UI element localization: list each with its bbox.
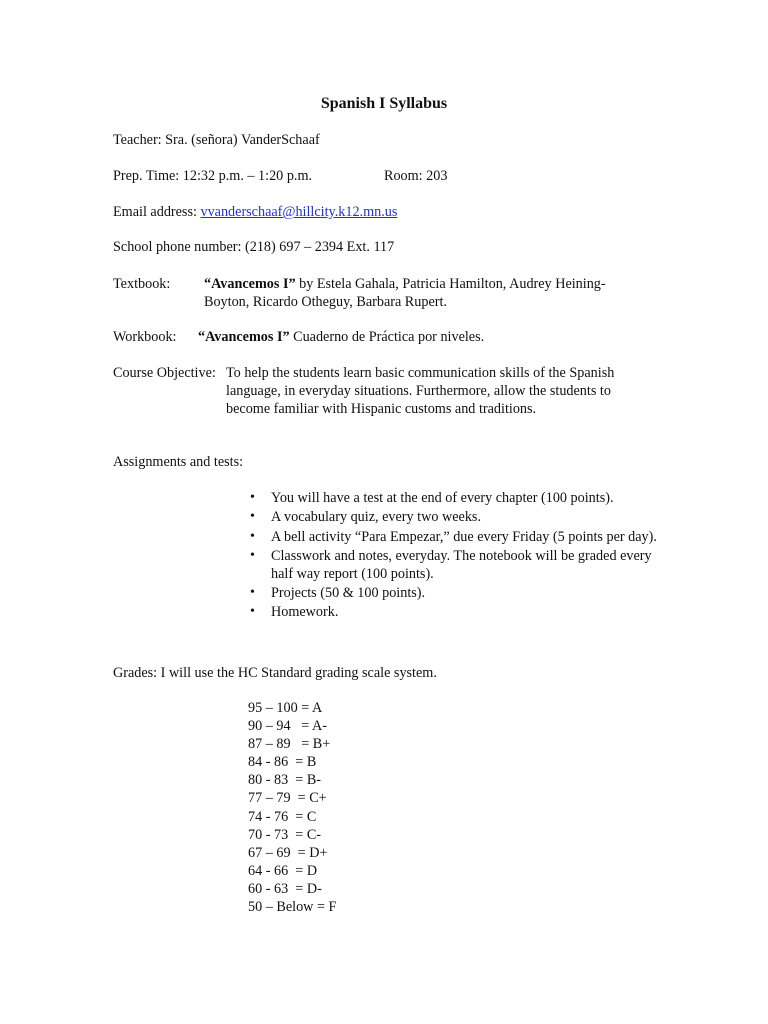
bullet-icon: • <box>250 490 255 505</box>
workbook-title: “Avancemos I” <box>198 329 290 345</box>
grading-scale <box>248 699 336 916</box>
workbook-details <box>198 328 484 346</box>
workbook-description: Cuaderno de Práctica por niveles. <box>289 329 485 345</box>
grade-row: 87 – 89 = B+ <box>248 736 331 753</box>
textbook-title: “Avancemos I” <box>204 276 296 292</box>
bullet-icon: • <box>250 547 255 563</box>
assignments-list <box>250 489 670 623</box>
grade-row: 84 - 86 = B <box>248 754 317 771</box>
bullet-icon: • <box>250 585 255 601</box>
list-item: • A vocabulary quiz, every two weeks. <box>250 509 481 526</box>
course-objective-label: Course Objective: <box>113 365 216 381</box>
textbook-authors-1: by Estela Gahala, Patricia Hamilton, Audrey Heining- <box>295 276 606 292</box>
room-line: Room: 203 <box>384 168 448 184</box>
email-link[interactable]: vvanderschaaf@hillcity.k12.mn.us <box>200 204 398 220</box>
bullet-icon: • <box>250 509 255 525</box>
grade-row: 90 – 94 = A- <box>248 718 327 735</box>
grade-row: 64 - 66 = D <box>248 862 318 879</box>
teacher-line: Teacher: Sra. (señora) VanderSchaaf <box>113 132 320 148</box>
grade-row: 74 - 76 = C <box>248 808 317 825</box>
grade-row: 80 - 83 = B- <box>248 772 322 789</box>
prep-time-line: Prep. Time: 12:32 p.m. – 1:20 p.m. <box>113 168 313 184</box>
bullet-icon: • <box>250 528 255 544</box>
grade-row: 67 – 69 = D+ <box>248 844 328 861</box>
grade-row: 77 – 79 = C+ <box>248 790 327 807</box>
grades-heading: Grades: I will use the HC Standard grading scale system. <box>113 665 437 681</box>
course-objective-text <box>226 364 614 418</box>
list-item: • Homework. <box>250 604 339 621</box>
textbook-details <box>204 275 654 311</box>
email-line <box>113 203 397 221</box>
grade-row: 95 – 100 = A <box>248 700 323 716</box>
list-item: • Classwork and notes, everyday. The notebook will be graded every half way report (100 points). <box>250 547 652 582</box>
textbook-label: Textbook: <box>113 276 171 292</box>
course-objective-line-1: To help the students learn basic communication skills of the Spanish <box>226 365 615 381</box>
page-title: Spanish I Syllabus <box>320 95 448 112</box>
list-item: • You will have a test at the end of every chapter (100 points). <box>250 490 614 506</box>
course-objective-line-2: language, in everyday situations. Furthermore, allow the students to <box>226 383 611 399</box>
grade-row: 70 - 73 = C- <box>248 826 322 843</box>
assignments-heading: Assignments and tests: <box>113 454 244 470</box>
grade-row: 50 – Below = F <box>248 899 337 916</box>
list-item: • A bell activity “Para Empezar,” due every Friday (5 points per day). <box>250 528 657 545</box>
bullet-icon: • <box>250 604 255 620</box>
workbook-label: Workbook: <box>113 329 177 345</box>
course-objective-line-3: become familiar with Hispanic customs and traditions. <box>226 401 537 417</box>
email-label: Email address: <box>113 204 201 220</box>
textbook-authors-2: Boyton, Ricardo Otheguy, Barbara Rupert. <box>204 294 447 310</box>
list-item: • Projects (50 & 100 points). <box>250 585 426 602</box>
phone-line: School phone number: (218) 697 – 2394 Ext. 117 <box>113 239 395 255</box>
grade-row: 60 - 63 = D- <box>248 880 322 897</box>
